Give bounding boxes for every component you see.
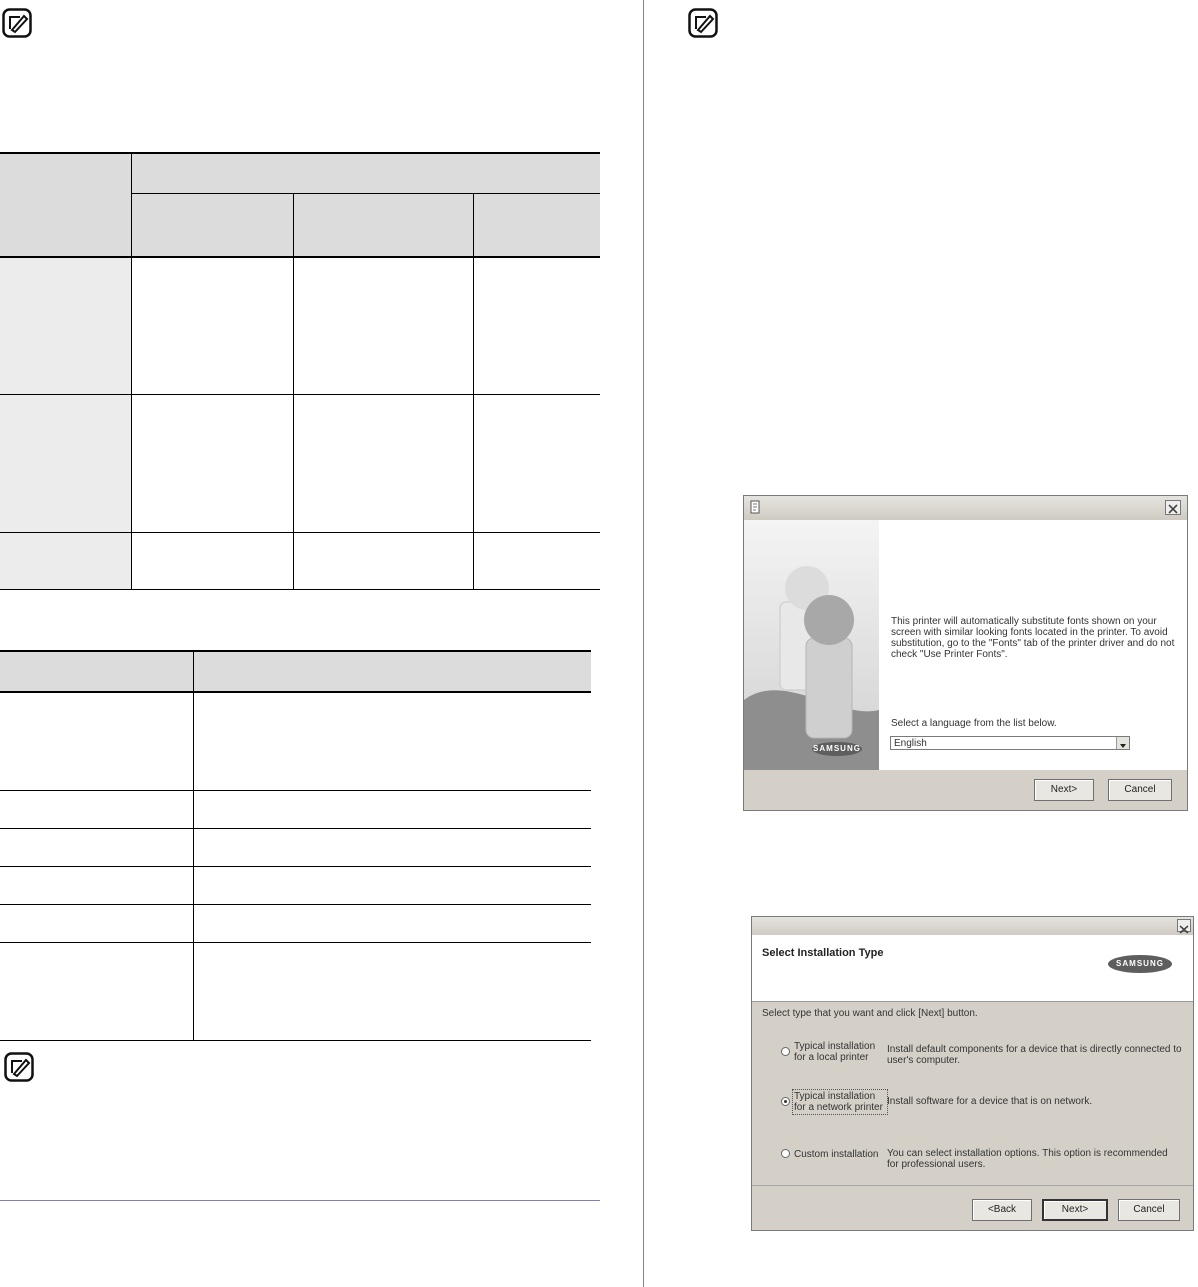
next-button[interactable]: Next> bbox=[1034, 779, 1094, 801]
back-button[interactable]: <Back bbox=[972, 1199, 1032, 1221]
close-icon bbox=[1178, 924, 1190, 935]
note-icon bbox=[688, 8, 718, 38]
note-icon bbox=[2, 8, 32, 38]
table-1-header bbox=[0, 152, 600, 257]
option-description: You can select installation options. This option is recommended for professional users. bbox=[887, 1148, 1168, 1170]
cancel-button[interactable]: Cancel bbox=[1108, 779, 1172, 801]
title-bar bbox=[752, 917, 1193, 935]
option-description: Install software for a device that is on network. bbox=[887, 1096, 1093, 1107]
table-row bbox=[0, 905, 591, 942]
column-divider bbox=[643, 0, 644, 1287]
table-row bbox=[0, 867, 591, 904]
button-separator bbox=[752, 1185, 1193, 1186]
samsung-logo: SAMSUNG bbox=[1108, 955, 1172, 973]
installation-type-dialog bbox=[751, 916, 1194, 1231]
table-row bbox=[0, 258, 131, 394]
table-row bbox=[0, 829, 591, 866]
table-2-header bbox=[0, 650, 591, 692]
close-button[interactable] bbox=[1177, 919, 1191, 932]
option-label: Typical installation for a local printer bbox=[794, 1041, 876, 1063]
option-description: Install default components for a device that is directly connected to user's computer. bbox=[887, 1044, 1182, 1066]
close-button[interactable] bbox=[1165, 500, 1181, 515]
setup-icon bbox=[749, 500, 763, 516]
radio-network-printer[interactable] bbox=[781, 1097, 790, 1106]
radio-local-printer[interactable] bbox=[781, 1047, 790, 1056]
option-label: Custom installation bbox=[794, 1149, 879, 1160]
table-row bbox=[0, 693, 591, 790]
note-icon bbox=[4, 1052, 34, 1082]
language-value: English bbox=[894, 738, 927, 749]
chevron-down-icon[interactable] bbox=[1116, 737, 1129, 749]
instruction-text: Select type that you want and click [Next] button. bbox=[762, 1008, 978, 1019]
title-bar bbox=[744, 496, 1187, 520]
footer-rule bbox=[0, 1200, 600, 1201]
user-illustration bbox=[744, 520, 879, 770]
table-row bbox=[0, 533, 131, 589]
font-substitution-text: This printer will automatically substitute fonts shown on your screen with similar looking fonts located in the printer. To avoid substitution, go to the "Fonts" tab of the printer driver and do not check "Use Printer Fonts". bbox=[891, 616, 1175, 660]
option-label: Typical installation for a network printer bbox=[792, 1089, 888, 1115]
samsung-logo: SAMSUNG bbox=[812, 742, 862, 756]
radio-custom-installation[interactable] bbox=[781, 1149, 790, 1158]
table-row bbox=[0, 943, 591, 1040]
table-row bbox=[0, 791, 591, 828]
language-label: Select a language from the list below. bbox=[891, 718, 1057, 729]
dialog-title: Select Installation Type bbox=[762, 947, 884, 959]
language-dialog bbox=[743, 495, 1188, 811]
language-select[interactable] bbox=[890, 736, 1130, 750]
cancel-button[interactable]: Cancel bbox=[1118, 1199, 1180, 1221]
table-row bbox=[0, 395, 131, 532]
next-button[interactable]: Next> bbox=[1042, 1199, 1108, 1221]
close-icon bbox=[1166, 503, 1180, 516]
